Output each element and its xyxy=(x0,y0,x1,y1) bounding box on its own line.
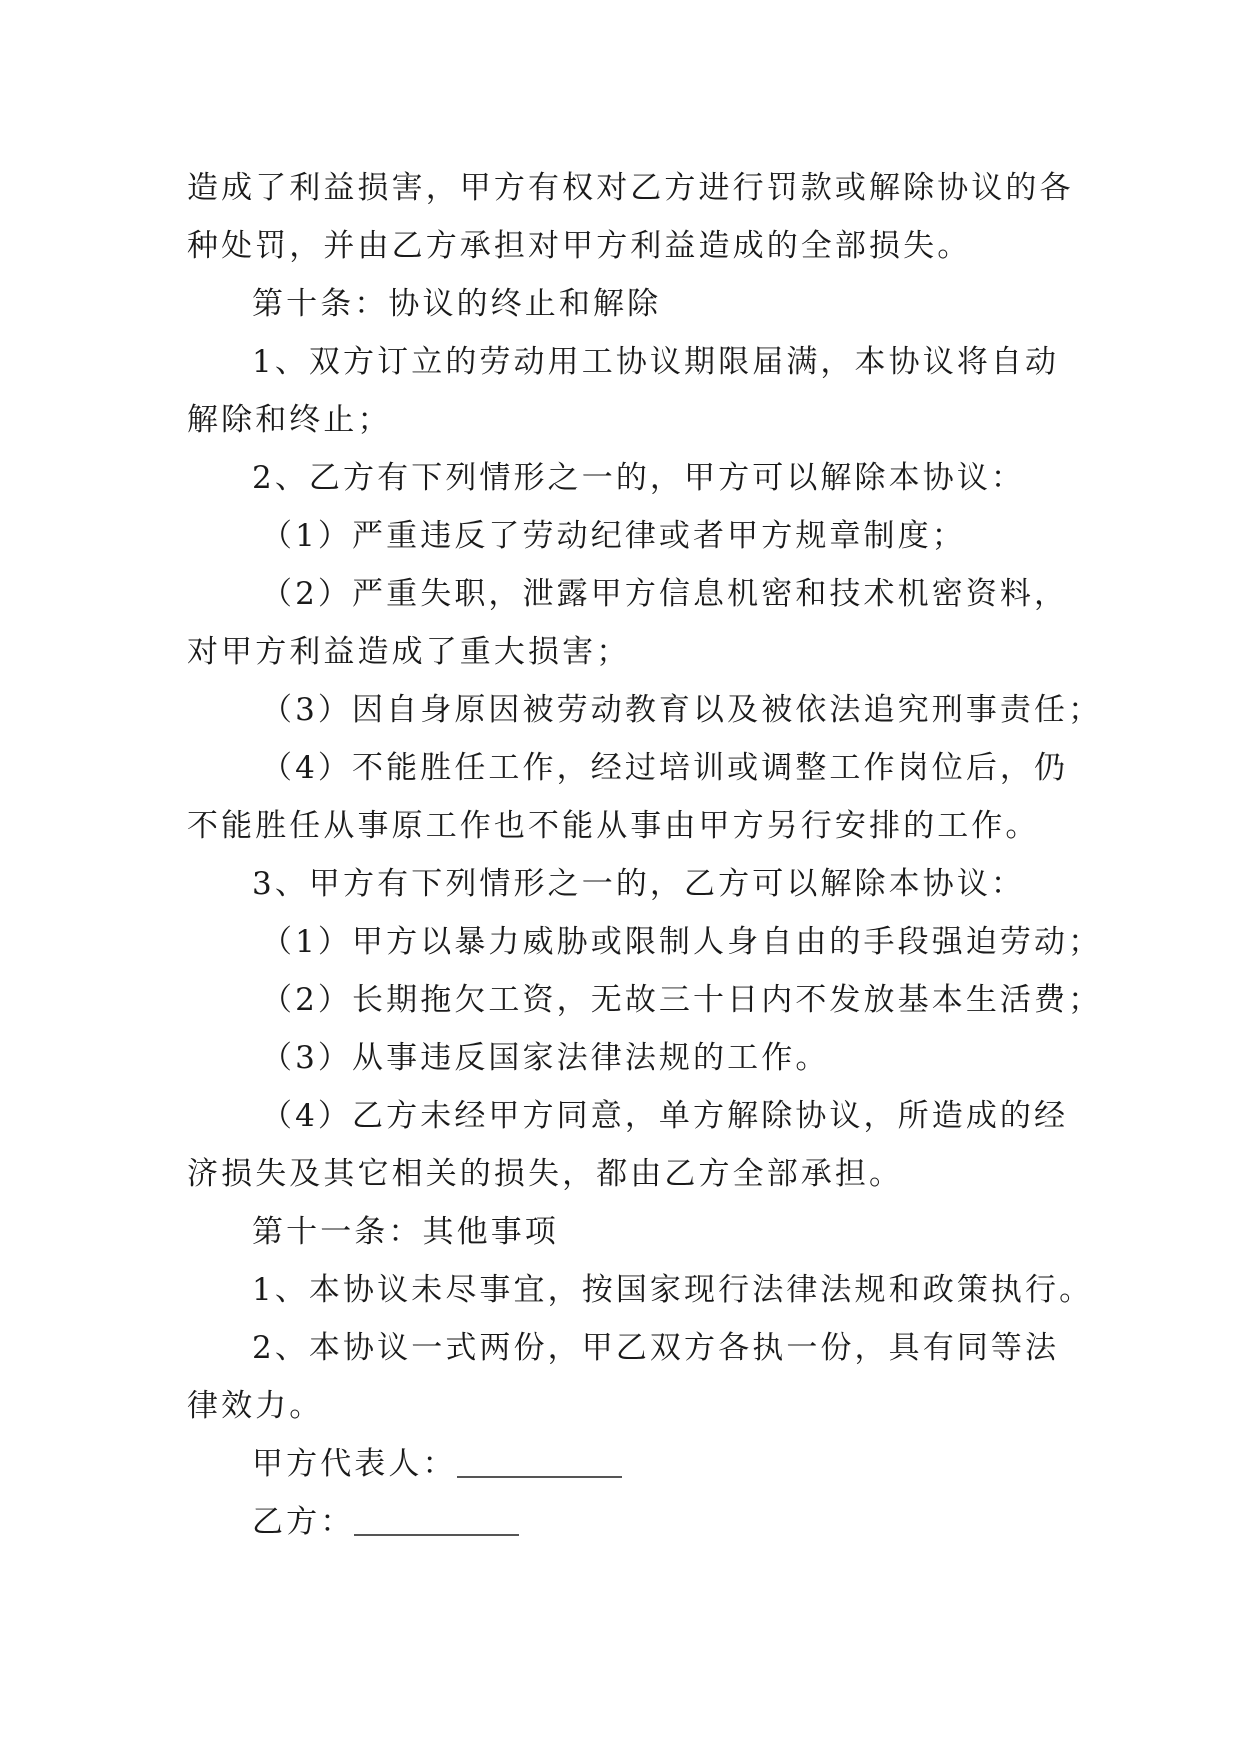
clause-item: 3、甲方有下列情形之一的，乙方可以解除本协议： xyxy=(252,866,1026,902)
sub-clause-item: （3）因自身原因被劳动教育以及被依法追究刑事责任； xyxy=(261,692,1103,728)
sub-clause-item: （3）从事违反国家法律法规的工作。 xyxy=(261,1040,830,1076)
paragraph-line: 解除和终止； xyxy=(187,402,392,438)
clause-item: 1、双方订立的劳动用工协议期限届满，本协议将自动 xyxy=(252,344,1060,380)
sub-clause-item: （2）长期拖欠工资，无故三十日内不发放基本生活费； xyxy=(261,982,1103,1018)
signature-label-party-a: 甲方代表人： xyxy=(252,1446,457,1482)
clause-item: 1、本协议未尽事宜，按国家现行法律法规和政策执行。 xyxy=(252,1272,1094,1308)
sub-clause-item: （1）严重违反了劳动纪律或者甲方规章制度； xyxy=(261,518,966,554)
paragraph-line: 济损失及其它相关的损失，都由乙方全部承担。 xyxy=(187,1156,904,1192)
paragraph-line: 对甲方利益造成了重大损害； xyxy=(187,634,631,670)
clause-item: 2、本协议一式两份，甲乙双方各执一份，具有同等法 xyxy=(252,1330,1060,1366)
paragraph-line: 不能胜任从事原工作也不能从事由甲方另行安排的工作。 xyxy=(187,808,1040,844)
sub-clause-item: （4）乙方未经甲方同意，单方解除协议，所造成的经 xyxy=(261,1098,1069,1134)
sub-clause-item: （1）甲方以暴力威胁或限制人身自由的手段强迫劳动； xyxy=(261,924,1103,960)
sub-clause-item: （2）严重失职，泄露甲方信息机密和技术机密资料， xyxy=(261,576,1069,612)
signature-line-party-a xyxy=(187,1435,1067,1493)
clause-item: 2、乙方有下列情形之一的，甲方可以解除本协议： xyxy=(252,460,1026,496)
signature-blank-party-a[interactable] xyxy=(457,1476,622,1478)
document-body xyxy=(187,159,1103,1551)
signature-label-party-b: 乙方： xyxy=(252,1504,355,1540)
section-heading-10: 第十条：协议的终止和解除 xyxy=(252,286,662,322)
section-heading-11: 第十一条：其他事项 xyxy=(252,1214,559,1250)
paragraph-line: 律效力。 xyxy=(187,1388,324,1424)
signature-blank-party-b[interactable] xyxy=(354,1534,519,1536)
paragraph-line: 种处罚，并由乙方承担对甲方利益造成的全部损失。 xyxy=(187,228,972,264)
paragraph-line: 造成了利益损害，甲方有权对乙方进行罚款或解除协议的各 xyxy=(187,170,1074,206)
signature-line-party-b xyxy=(187,1493,1067,1551)
sub-clause-item: （4）不能胜任工作，经过培训或调整工作岗位后，仍 xyxy=(261,750,1069,786)
